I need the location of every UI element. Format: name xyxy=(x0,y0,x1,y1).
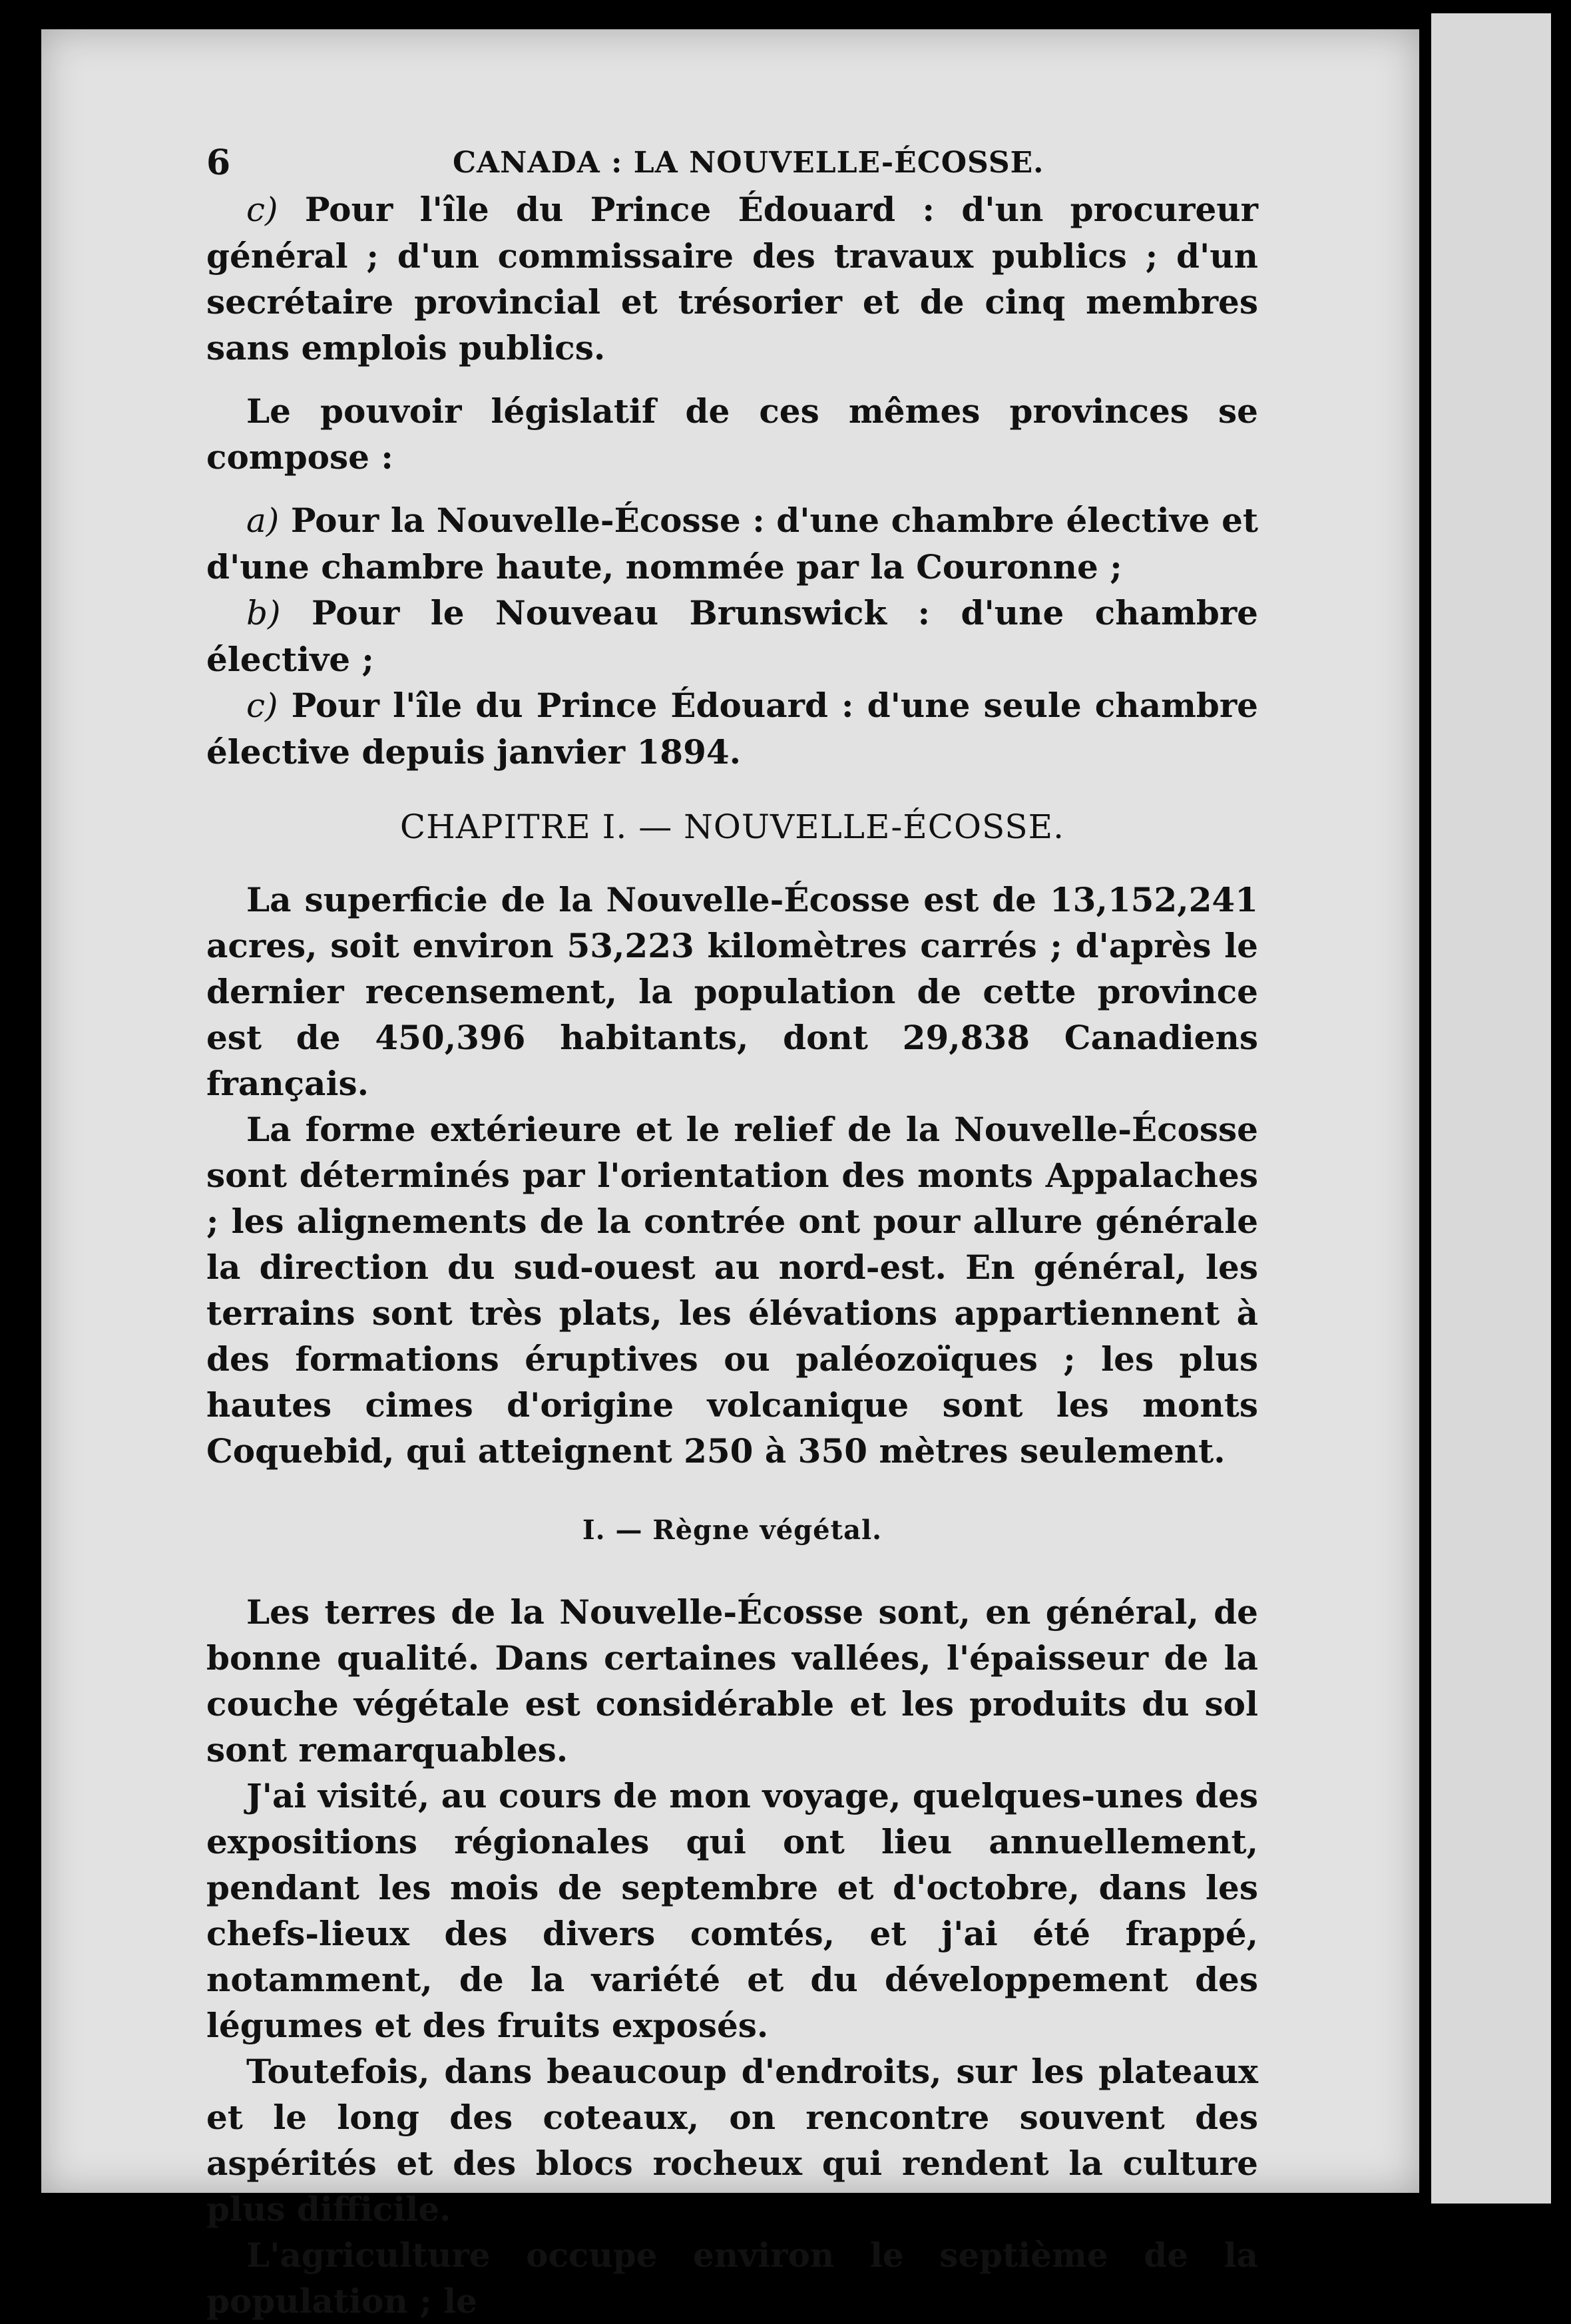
paragraph-text: Pour l'île du Prince Édouard : d'un procureur général ; d'un commissaire des travaux publics ; d'un secrétaire provincial et trésorier et de cinq membres sans emplois publics. xyxy=(206,190,1258,367)
paragraph-rocky-terrain: Toutefois, dans beaucoup d'endroits, sur les plateaux et le long des coteaux, on rencontre souvent des aspérités et des blocs rocheux qui rendent la culture plus difficile. xyxy=(206,2052,1258,2229)
paragraph-pei-executive xyxy=(206,186,1258,371)
chapter-title: CHAPITRE I. — NOUVELLE-ÉCOSSE. xyxy=(399,808,1065,846)
facing-page-edge xyxy=(1431,13,1551,2204)
list-letter: c) xyxy=(246,686,278,725)
paragraph-agriculture: L'agriculture occupe environ le septième de la population ; le xyxy=(206,2235,1258,2321)
running-title: CANADA : LA NOUVELLE-ÉCOSSE. xyxy=(453,146,1044,180)
paragraph-text: Pour le Nouveau Brunswick : d'une chambre élective ; xyxy=(206,593,1258,679)
running-head xyxy=(206,126,1258,186)
paragraph-legislative-intro: Le pouvoir législatif de ces mêmes provinces se compose : xyxy=(206,391,1258,477)
list-letter: a) xyxy=(246,501,280,540)
paragraph-relief: La forme extérieure et le relief de la Nouvelle-Écosse sont déterminés par l'orientation des monts Appalaches ; les alignements de la contrée ont pour allure générale la direction du sud-ouest au nord-est. En général, les terrains sont très plats, les élévations appartiennent à des formations éruptives ou paléozoïques ; les plus hautes cimes d'origine volcanique sont les monts Coquebid, qui atteignent 250 à 350 mètres seulement. xyxy=(206,1110,1258,1471)
page-content xyxy=(206,126,1258,2324)
paragraph-soil-quality: Les terres de la Nouvelle-Écosse sont, en général, de bonne qualité. Dans certaines vallées, l'épaisseur de la couche végétale est considérable et les produits du sol sont remarquables. xyxy=(206,1592,1258,1769)
paragraph-nb-legislature xyxy=(206,590,1258,682)
section-title: I. — Règne végétal. xyxy=(582,1514,883,1546)
paragraph-text: Pour la Nouvelle-Écosse : d'une chambre élective et d'une chambre haute, nommée par la Couronne ; xyxy=(206,501,1258,586)
paragraph-exhibitions: J'ai visité, au cours de mon voyage, quelques-unes des expositions régionales qui ont lieu annuellement, pendant les mois de septembre et d'octobre, dans les chefs-lieux des divers comtés, et j'ai été frappé, notamment, de la variété et du développement des légumes et des fruits exposés. xyxy=(206,1776,1258,2045)
paragraph-text: Pour l'île du Prince Édouard : d'une seule chambre élective depuis janvier 1894. xyxy=(206,686,1258,772)
paragraph-pei-legislature xyxy=(206,682,1258,775)
list-letter: b) xyxy=(246,594,281,632)
page-number: 6 xyxy=(206,142,231,183)
paragraph-surface-area: La superficie de la Nouvelle-Écosse est de 13,152,241 acres, soit environ 53,223 kilomètres carrés ; d'après le dernier recensement, la population de cette province est de 450,396 habitants, dont 29,838 Canadiens français. xyxy=(206,880,1258,1103)
list-letter: c) xyxy=(246,190,278,229)
paragraph-ns-legislature xyxy=(206,497,1258,590)
